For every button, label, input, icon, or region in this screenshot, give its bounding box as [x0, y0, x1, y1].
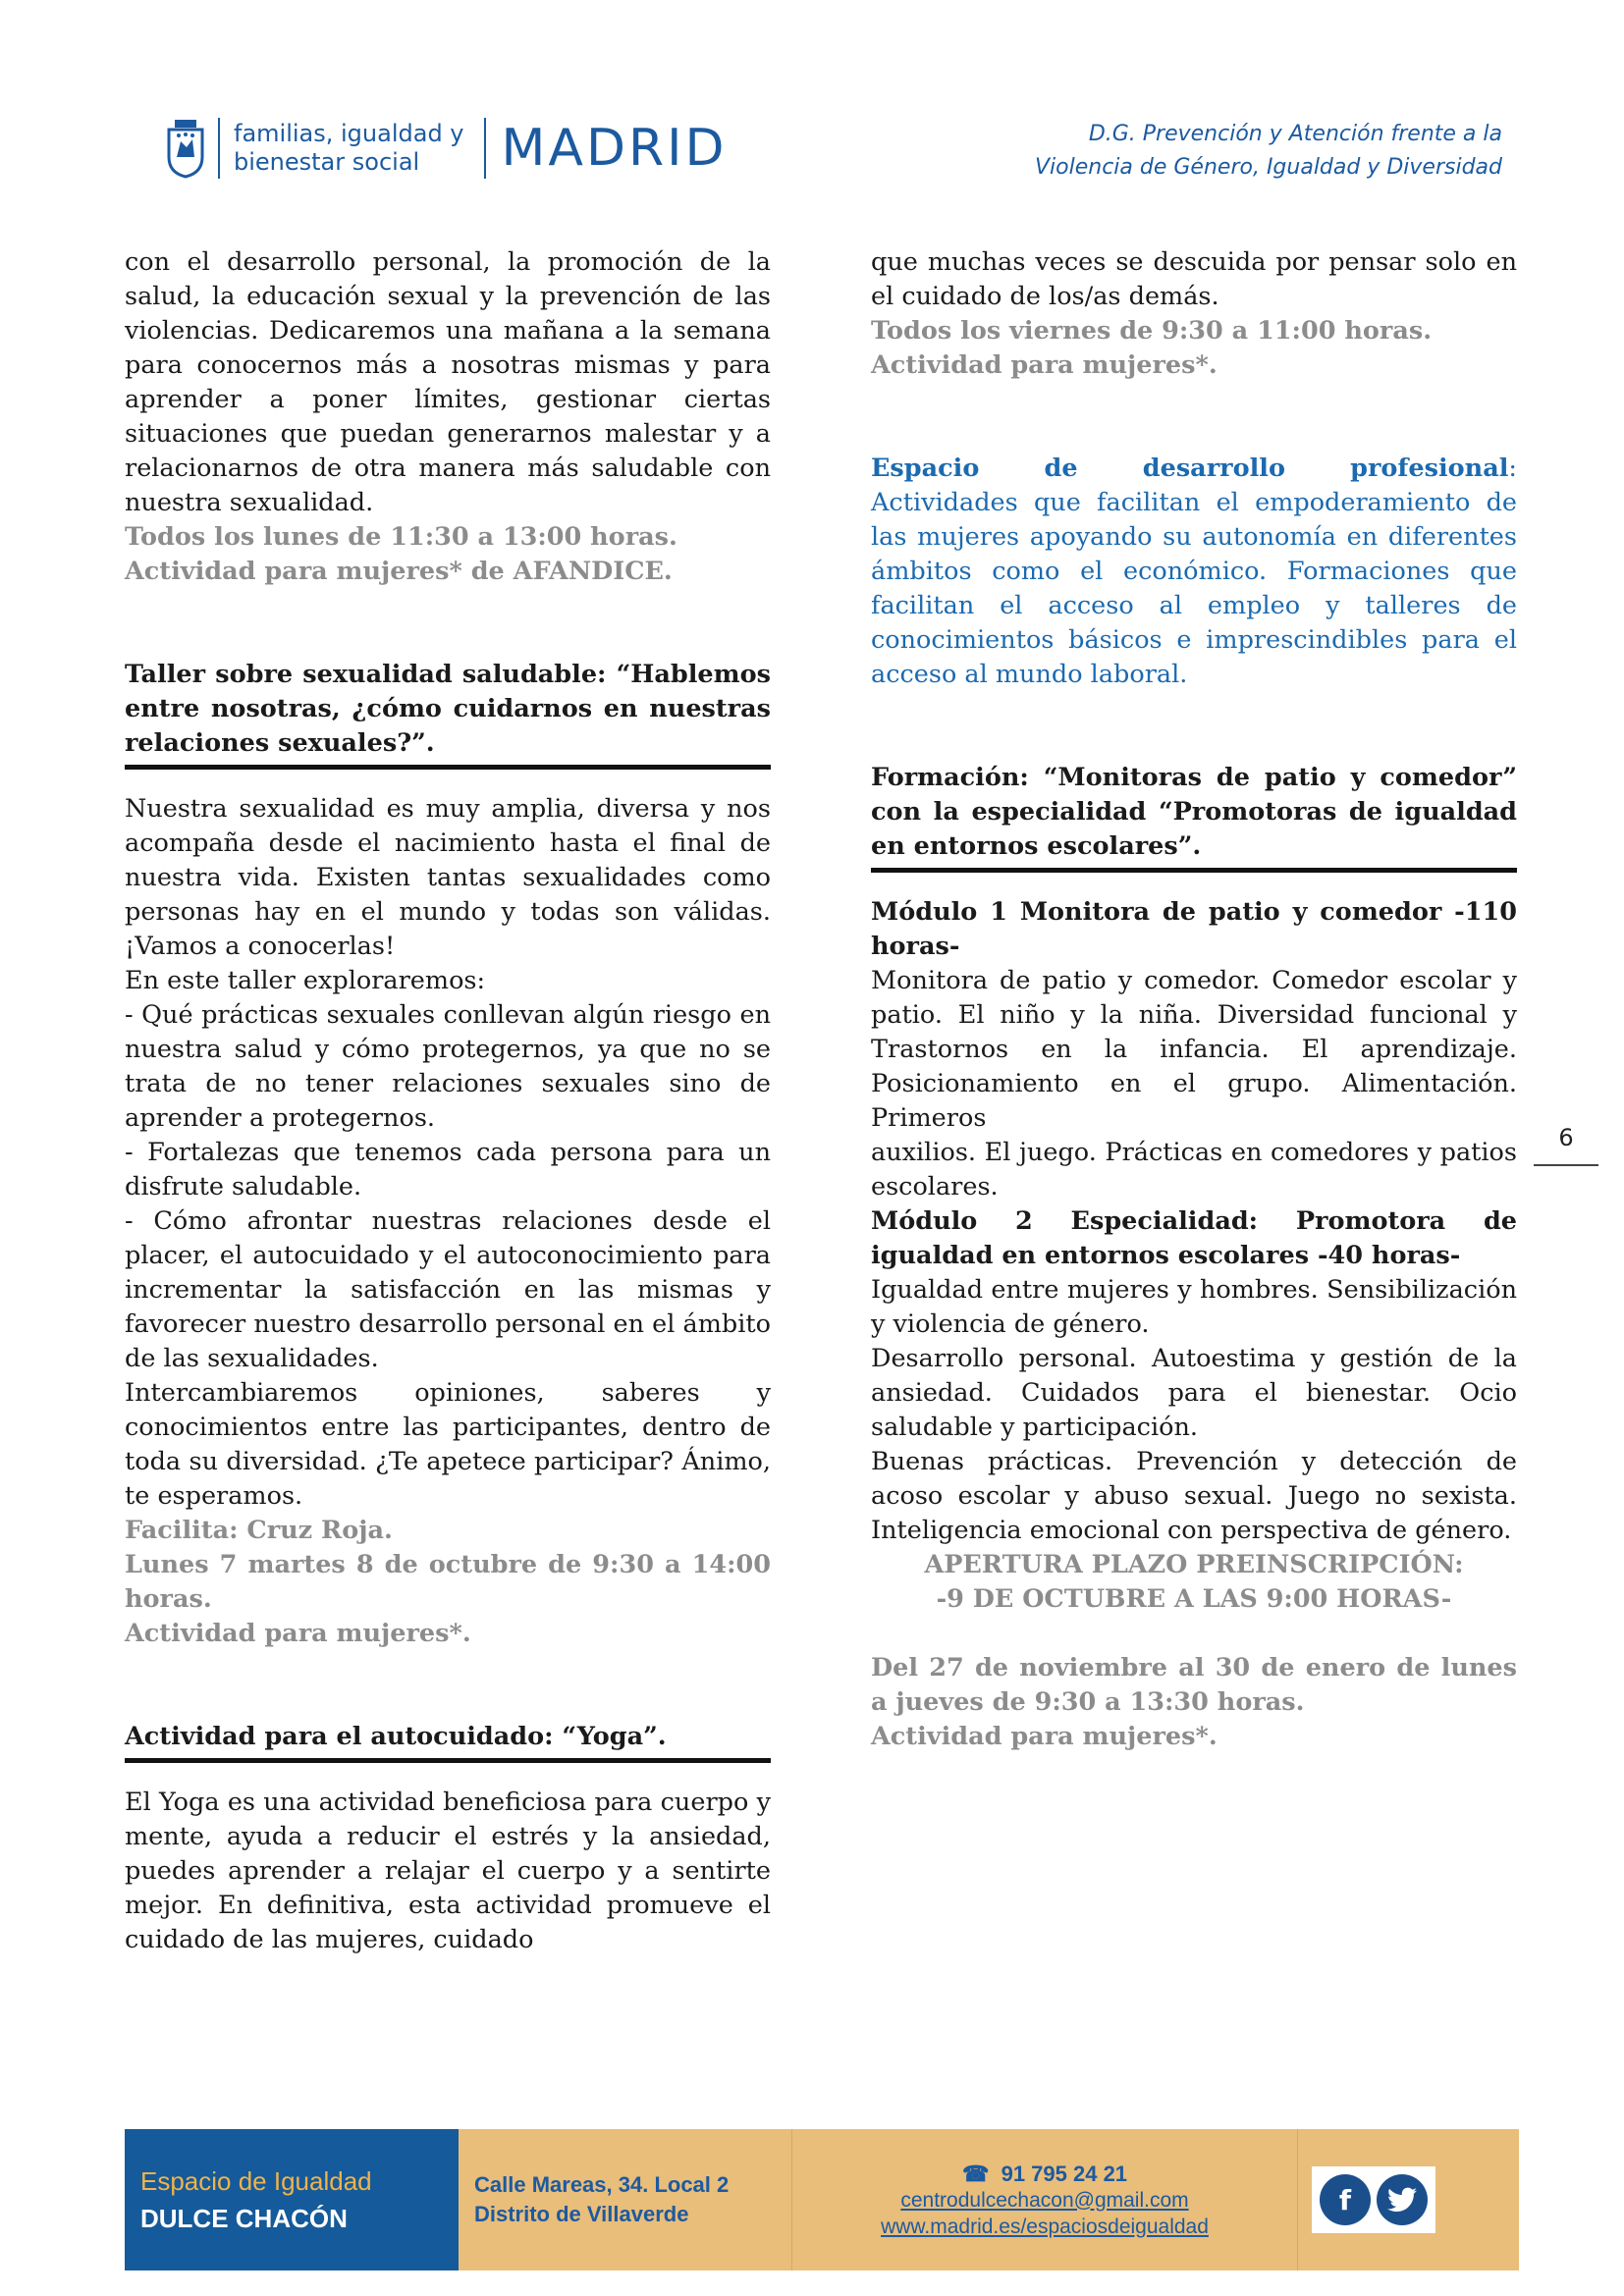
intro-audience: Actividad para mujeres* de AFANDICE. [125, 557, 673, 586]
apertura-line-2: -9 DE OCTUBRE A LAS 9:00 HORAS- [936, 1584, 1452, 1614]
prof-heading [871, 452, 1517, 486]
footer-phone: 91 795 24 21 [1001, 2161, 1128, 2186]
footer-email-link[interactable]: centrodulcechacon@gmail.com [900, 2188, 1189, 2212]
formation-schedule: Del 27 de noviembre al 30 de enero de lunes a jueves de 9:30 a 13:30 horas. [871, 1653, 1517, 1717]
madrid-crest-icon [165, 118, 206, 179]
module-1-title: Módulo 1 Monitora de patio y comedor -110 horas- [871, 897, 1517, 961]
module-2-title: Módulo 2 Especialidad: Promotora de igualdad en entornos escolares -40 horas- [871, 1206, 1517, 1270]
footer-web-link[interactable]: www.madrid.es/espaciosdeigualdad [881, 2215, 1209, 2238]
formation-audience: Actividad para mujeres*. [871, 1722, 1218, 1751]
yoga-title: Actividad para el autocuidado: “Yoga”. [125, 1722, 667, 1751]
directorate-line-1: D.G. Prevención y Atención frente a la [1088, 122, 1502, 146]
footer-phone-row [792, 2161, 1297, 2187]
footer-address-line-2: Distrito de Villaverde [474, 2202, 689, 2226]
facebook-icon[interactable]: f [1320, 2174, 1371, 2225]
yoga-text: El Yoga es una actividad beneficiosa para cuerpo y mente, ayuda a reducir el estrés y la ansiedad, puedes aprender a relajar el cuerpo y a sentirte mejor. En definitiva, esta actividad promueve el cuidado de las mujeres, cuidado [125, 1788, 771, 1954]
footer [125, 2129, 1519, 2270]
left-column [125, 245, 771, 1957]
madrid-wordmark: MADRID [501, 119, 728, 178]
page-number: 6 [1558, 1124, 1574, 1151]
taller-bullet-1: - Qué prácticas sexuales conllevan algún riesgo en nuestra salud y cómo protegernos, ya que no se trata de no tener relaciones sexuales sino de aprender a protegernos. [125, 1000, 771, 1133]
page-number-rule [1534, 1164, 1598, 1166]
prof-colon: : [1508, 454, 1517, 483]
footer-social [1298, 2129, 1519, 2270]
yoga-schedule: Todos los viernes de 9:30 a 11:00 horas. [871, 316, 1433, 346]
logo-divider [484, 118, 486, 179]
footer-address-line-1: Calle Mareas, 34. Local 2 [474, 2172, 730, 2197]
module-2-line-2: Desarrollo personal. Autoestima y gestión de la ansiedad. Cuidados para el bienestar. Ocio saludable y participación. [871, 1344, 1517, 1442]
directorate-name [1035, 118, 1502, 185]
module-1-text: Monitora de patio y comedor. Comedor escolar y patio. El niño y la niña. Diversidad funcional y Trastornos en la infancia. El aprendizaje. Posicionamiento en el grupo. Alimentación. Primeros [871, 966, 1517, 1133]
intro-schedule: Todos los lunes de 11:30 a 13:00 horas. [125, 522, 677, 552]
yoga-audience: Actividad para mujeres*. [871, 350, 1218, 380]
taller-bullet-3: - Cómo afrontar nuestras relaciones desde el placer, el autocuidado y el autoconocimiento para incrementar la satisfacción en las mismas y favorecer nuestro desarrollo personal en el ámbito de las sexualidades. [125, 1206, 771, 1373]
footer-brand [125, 2129, 459, 2270]
taller-bullet-2: - Fortalezas que tenemos cada persona para un disfrute saludable. [125, 1138, 771, 1201]
yoga-continuation: que muchas veces se descuida por pensar solo en el cuidado de los/as demás. [871, 247, 1517, 311]
taller-schedule: Lunes 7 martes 8 de octubre de 9:30 a 14:00 horas. [125, 1550, 771, 1614]
footer-brand-line-2: DULCE CHACÓN [140, 2204, 348, 2233]
module-1-text-2: auxilios. El juego. Prácticas en comedores y patios escolares. [871, 1138, 1517, 1201]
phone-icon: ☎ [961, 2161, 990, 2186]
directorate-line-2: Violencia de Género, Igualdad y Diversidad [1035, 155, 1502, 180]
intro-text: con el desarrollo personal, la promoción de la salud, la educación sexual y la prevención de las violencias. Dedicaremos una mañana a la semana para conocernos más a nosotras mismas y para aprender a poner límites, gestionar ciertas situaciones que puedan generarnos malestar y a relacionarnos de otra manera más saludable con nuestra sexualidad. [125, 247, 771, 517]
prof-title: Espacio de desarrollo profesional [871, 454, 1509, 483]
taller-title: Taller sobre sexualidad saludable: “Hablemos entre nosotras, ¿cómo cuidarnos en nuestras relaciones sexuales?”. [125, 660, 771, 758]
taller-paragraph-2: En este taller exploraremos: [125, 966, 486, 995]
module-2-line-3: Buenas prácticas. Prevención y detección de acoso escolar y abuso sexual. Juego no sexista. Inteligencia emocional con perspectiva de género. [871, 1447, 1517, 1545]
twitter-bird-icon [1387, 2187, 1417, 2213]
taller-paragraph-1: Nuestra sexualidad es muy amplia, diversa y nos acompaña desde el nacimiento hasta el final de nuestra vida. Existen tantas sexualidades como personas hay en el mundo y todas son válidas. ¡Vamos a conocerlas! [125, 794, 771, 961]
right-column [871, 245, 1517, 1754]
social-icons [1312, 2166, 1435, 2233]
footer-brand-line-1: Espacio de Igualdad [140, 2166, 372, 2196]
prof-text: Actividades que facilitan el empoderamiento de las mujeres apoyando su autonomía en diferentes ámbitos como el económico. Formaciones que facilitan el acceso al empleo y talleres de conocimientos básicos e imprescindibles para el acceso al mundo laboral. [871, 488, 1517, 689]
taller-audience: Actividad para mujeres*. [125, 1619, 471, 1648]
footer-contact [792, 2129, 1298, 2270]
module-2-line-1: Igualdad entre mujeres y hombres. Sensibilización y violencia de género. [871, 1275, 1517, 1339]
department-name [234, 120, 464, 177]
taller-paragraph-3: Intercambiaremos opiniones, saberes y conocimientos entre las participantes, dentro de toda su diversidad. ¿Te apetece participar? Ánimo, te esperamos. [125, 1378, 771, 1511]
department-line-1: familias, igualdad y [234, 120, 464, 147]
department-line-2: bienestar social [234, 148, 420, 176]
formation-title: Formación: “Monitoras de patio y comedor” con la especialidad “Promotoras de igualdad en entornos escolares”. [871, 763, 1517, 861]
logo-divider [218, 118, 220, 179]
header-logo [165, 118, 728, 179]
apertura-line-1: APERTURA PLAZO PREINSCRIPCIÓN: [924, 1550, 1464, 1579]
twitter-icon[interactable] [1377, 2174, 1428, 2225]
footer-address [459, 2129, 792, 2270]
taller-facilitator: Facilita: Cruz Roja. [125, 1516, 393, 1545]
